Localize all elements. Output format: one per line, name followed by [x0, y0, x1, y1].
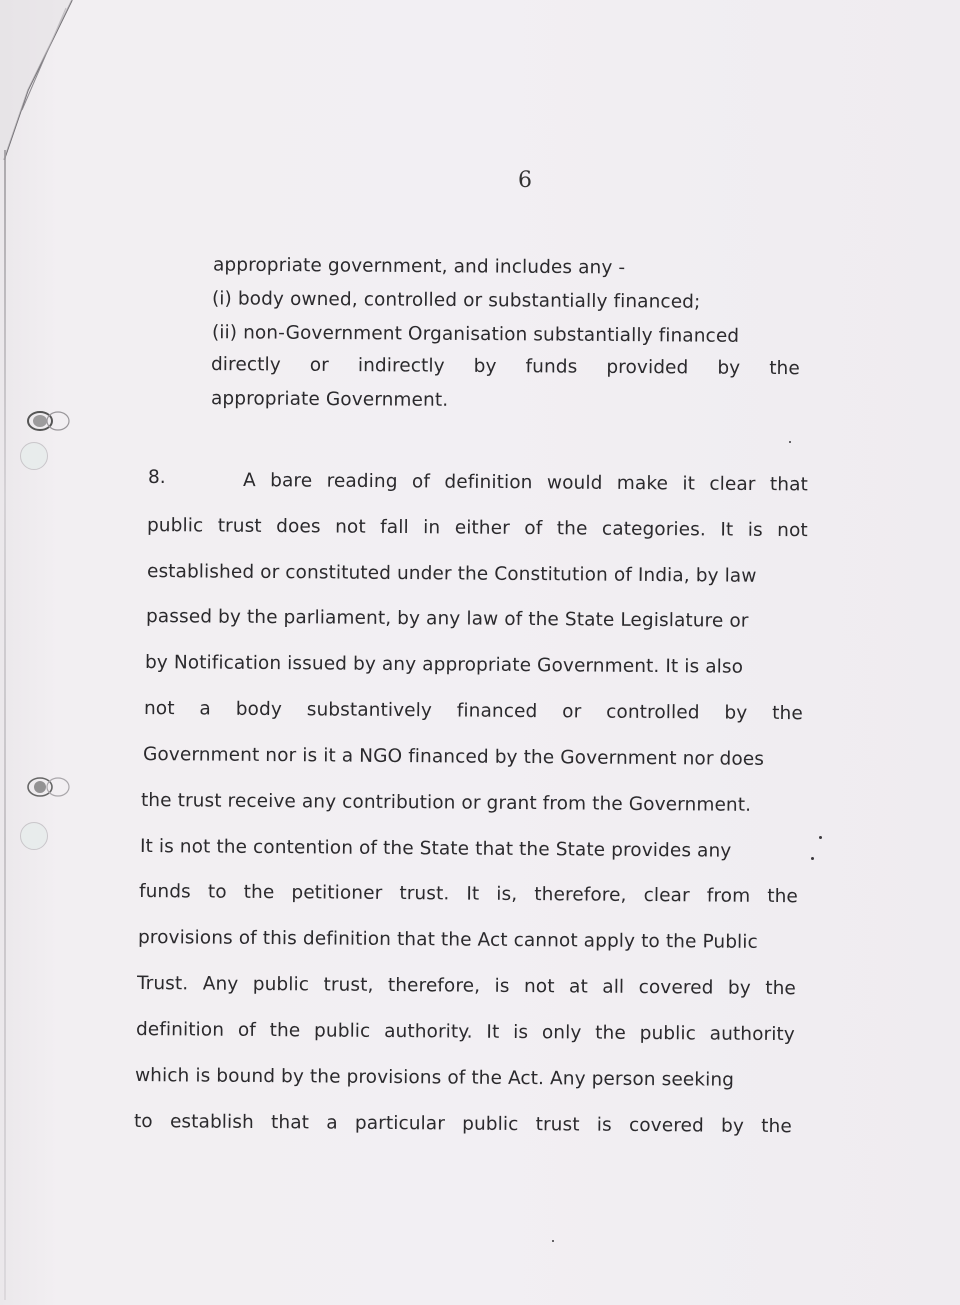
paragraph-line: Government nor is it a NGO financed by the Government nor does	[142, 744, 765, 770]
paragraph-line: passed by the parliament, by any law of the State Legislature or	[145, 606, 749, 632]
paragraph-line: established or constituted under the Constitution of India, by law	[146, 561, 757, 587]
punch-mark-icon	[26, 410, 72, 432]
paragraph-line: to establish that a particular public trust is covered by the	[133, 1111, 792, 1138]
ink-speck	[789, 441, 791, 443]
paragraph-number: 8.	[148, 467, 166, 488]
paragraph-line: public trust does not fall in either of the categories. It is not	[146, 515, 808, 542]
paragraph-line: not a body substantively financed or controlled by the	[143, 698, 803, 725]
paragraph-line: It is not the contention of the State that the State provides any	[139, 836, 732, 862]
page-number: 6	[518, 168, 532, 193]
punch-hole	[20, 442, 48, 470]
punch-hole	[20, 822, 48, 850]
clause-item-i: (i) body owned, controlled or substantially financed;	[211, 288, 701, 313]
clause-intro: appropriate government, and includes any -	[212, 254, 626, 279]
binding-edge	[4, 150, 6, 1300]
clause-item-ii-line1: (ii) non-Government Organisation substantially financed	[211, 322, 740, 347]
paragraph-line: funds to the petitioner trust. It is, therefore, clear from the	[138, 881, 799, 908]
clause-item-ii-line3: appropriate Government.	[210, 388, 449, 411]
punch-mark-icon	[26, 776, 72, 798]
paragraph-line: definition of the public authority. It is only the public authority	[135, 1019, 795, 1046]
paragraph-line: by Notification issued by any appropriate Government. It is also	[144, 652, 744, 678]
paper-fold-edge-icon	[0, 0, 80, 160]
paragraph-line: the trust receive any contribution or grant from the Government.	[140, 790, 752, 816]
paragraph-line: which is bound by the provisions of the Act. Any person seeking	[134, 1065, 735, 1091]
clause-item-ii-line2: directly or indirectly by funds provided by the	[210, 354, 800, 380]
paragraph-line: provisions of this definition that the Act cannot apply to the Public	[137, 927, 758, 953]
paragraph-line: Trust. Any public trust, therefore, is not at all covered by the	[136, 973, 797, 1000]
ink-speck	[552, 1240, 554, 1242]
ink-speck	[811, 857, 814, 860]
ink-speck	[819, 836, 822, 839]
paragraph-line: A bare reading of definition would make it clear that	[242, 470, 809, 496]
